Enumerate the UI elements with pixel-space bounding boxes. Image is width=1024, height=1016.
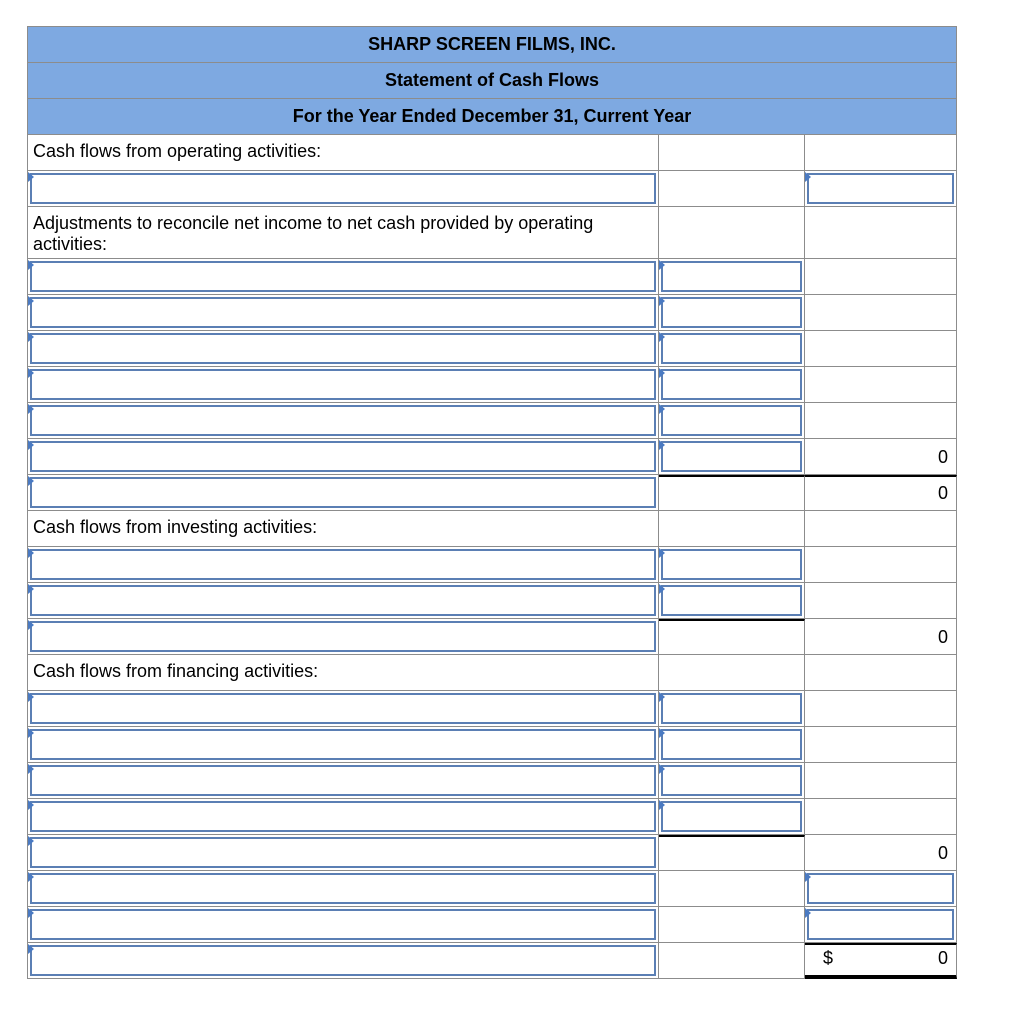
dropdown-flag-icon bbox=[659, 764, 665, 774]
label-input[interactable] bbox=[30, 549, 656, 580]
table-row bbox=[27, 727, 957, 763]
label-input[interactable] bbox=[30, 405, 656, 436]
amount-input[interactable] bbox=[661, 261, 802, 292]
label-input[interactable] bbox=[30, 621, 656, 652]
amount-input[interactable] bbox=[661, 765, 802, 796]
investing-section-label: Cash flows from investing activities: bbox=[28, 511, 659, 547]
dropdown-flag-icon bbox=[28, 728, 34, 738]
dropdown-flag-icon bbox=[28, 800, 34, 810]
dropdown-flag-icon bbox=[659, 368, 665, 378]
amount-input[interactable] bbox=[807, 909, 954, 940]
label-input[interactable] bbox=[30, 765, 656, 796]
dropdown-flag-icon bbox=[28, 692, 34, 702]
dropdown-flag-icon bbox=[659, 548, 665, 558]
table-row bbox=[27, 619, 957, 655]
dropdown-flag-icon bbox=[28, 172, 34, 182]
table-row bbox=[27, 475, 957, 511]
operating-net-value: 0 bbox=[937, 483, 948, 503]
table-row bbox=[27, 331, 957, 367]
dropdown-flag-icon bbox=[28, 620, 34, 630]
label-input[interactable] bbox=[30, 441, 656, 472]
dropdown-flag-icon bbox=[28, 296, 34, 306]
label-input[interactable] bbox=[30, 333, 656, 364]
dropdown-flag-icon bbox=[28, 476, 34, 486]
table-row bbox=[27, 871, 957, 907]
financing-section-label: Cash flows from financing activities: bbox=[28, 655, 659, 691]
table-row bbox=[27, 835, 957, 871]
dropdown-flag-icon bbox=[28, 440, 34, 450]
amount-input[interactable] bbox=[661, 693, 802, 724]
amount-input[interactable] bbox=[661, 297, 802, 328]
table-row bbox=[27, 295, 957, 331]
table-row bbox=[27, 583, 957, 619]
amount-input[interactable] bbox=[807, 873, 954, 904]
currency-symbol: $ bbox=[823, 948, 834, 968]
dropdown-flag-icon bbox=[28, 764, 34, 774]
dropdown-flag-icon bbox=[805, 872, 811, 882]
dropdown-flag-icon bbox=[28, 548, 34, 558]
dropdown-flag-icon bbox=[28, 944, 34, 954]
table-row bbox=[27, 943, 957, 979]
table-row bbox=[27, 799, 957, 835]
label-input[interactable] bbox=[30, 477, 656, 508]
table-row bbox=[27, 135, 957, 171]
dropdown-flag-icon bbox=[28, 908, 34, 918]
amount-input[interactable] bbox=[661, 801, 802, 832]
dropdown-flag-icon bbox=[659, 692, 665, 702]
table-row bbox=[27, 171, 957, 207]
label-input[interactable] bbox=[30, 693, 656, 724]
amount-input[interactable] bbox=[661, 729, 802, 760]
statement-period: For the Year Ended December 31, Current Year bbox=[27, 98, 957, 135]
statement-title: Statement of Cash Flows bbox=[27, 62, 957, 98]
label-input[interactable] bbox=[30, 261, 656, 292]
dropdown-flag-icon bbox=[805, 908, 811, 918]
amount-input[interactable] bbox=[661, 333, 802, 364]
table-row bbox=[27, 907, 957, 943]
dropdown-flag-icon bbox=[659, 800, 665, 810]
table-row bbox=[27, 691, 957, 727]
amount-input[interactable] bbox=[661, 585, 802, 616]
dropdown-flag-icon bbox=[28, 332, 34, 342]
operating-section-label: Cash flows from operating activities: bbox=[28, 135, 659, 171]
label-input[interactable] bbox=[30, 173, 656, 204]
dropdown-flag-icon bbox=[659, 440, 665, 450]
dropdown-flag-icon bbox=[659, 404, 665, 414]
dropdown-flag-icon bbox=[28, 872, 34, 882]
label-input[interactable] bbox=[30, 297, 656, 328]
table-row bbox=[27, 367, 957, 403]
table-row bbox=[27, 403, 957, 439]
table-row bbox=[27, 439, 957, 475]
adjustments-total-value: 0 bbox=[937, 447, 948, 467]
label-input[interactable] bbox=[30, 837, 656, 868]
investing-net-value: 0 bbox=[937, 627, 948, 647]
table-row bbox=[27, 207, 957, 259]
table-row bbox=[27, 259, 957, 295]
dropdown-flag-icon bbox=[28, 836, 34, 846]
label-input[interactable] bbox=[30, 801, 656, 832]
dropdown-flag-icon bbox=[659, 728, 665, 738]
label-input[interactable] bbox=[30, 729, 656, 760]
table-row bbox=[27, 547, 957, 583]
label-input[interactable] bbox=[30, 873, 656, 904]
dropdown-flag-icon bbox=[28, 368, 34, 378]
dropdown-flag-icon bbox=[659, 260, 665, 270]
table-row bbox=[27, 655, 957, 691]
cash-flow-statement bbox=[27, 26, 957, 979]
dropdown-flag-icon bbox=[659, 584, 665, 594]
dropdown-flag-icon bbox=[659, 332, 665, 342]
dropdown-flag-icon bbox=[805, 172, 811, 182]
dropdown-flag-icon bbox=[28, 404, 34, 414]
adjustments-label: Adjustments to reconcile net income to net cash provided by operating activities: bbox=[28, 207, 659, 259]
amount-input[interactable] bbox=[661, 369, 802, 400]
table-row bbox=[27, 763, 957, 799]
amount-input[interactable] bbox=[661, 405, 802, 436]
amount-input[interactable] bbox=[661, 441, 802, 472]
table-row bbox=[27, 511, 957, 547]
final-total-value: 0 bbox=[937, 948, 948, 968]
label-input[interactable] bbox=[30, 909, 656, 940]
company-name: SHARP SCREEN FILMS, INC. bbox=[27, 26, 957, 62]
label-input[interactable] bbox=[30, 945, 656, 976]
label-input[interactable] bbox=[30, 585, 656, 616]
dropdown-flag-icon bbox=[659, 296, 665, 306]
label-input[interactable] bbox=[30, 369, 656, 400]
amount-input[interactable] bbox=[661, 549, 802, 580]
dropdown-flag-icon bbox=[28, 260, 34, 270]
amount-input[interactable] bbox=[807, 173, 954, 204]
financing-net-value: 0 bbox=[937, 843, 948, 863]
dropdown-flag-icon bbox=[28, 584, 34, 594]
